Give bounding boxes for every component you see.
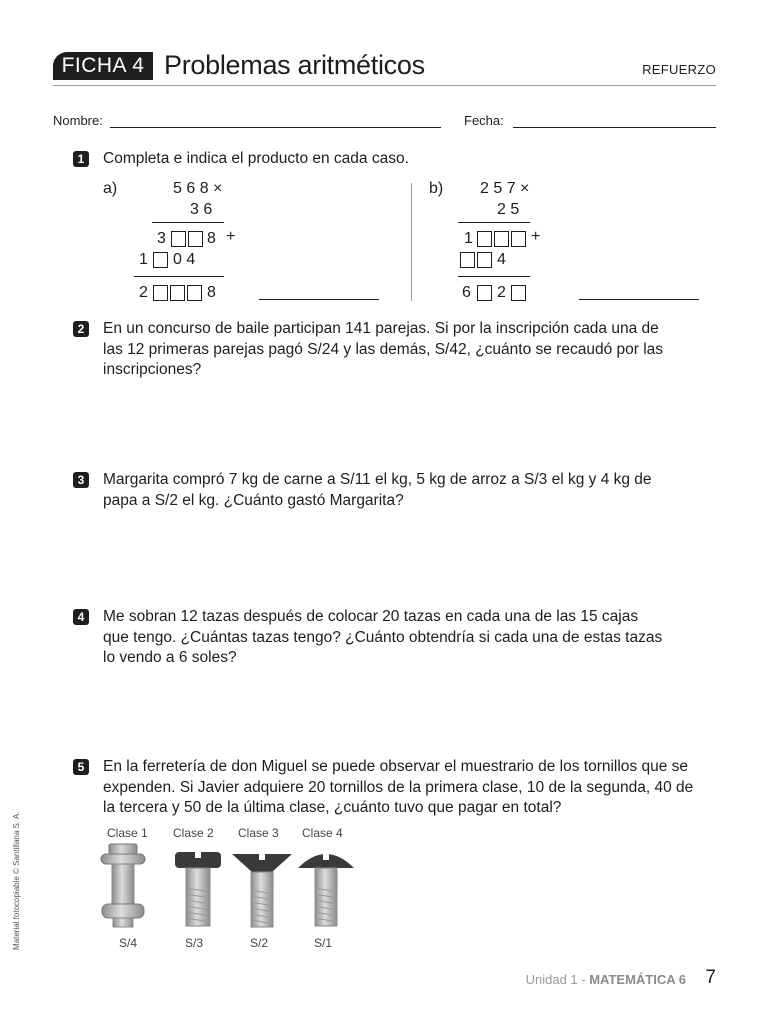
- part-a-answer-line[interactable]: [259, 299, 379, 300]
- part-b-result-lead: 6: [462, 284, 471, 301]
- page-title: Problemas aritméticos: [164, 50, 425, 80]
- question-3-number: 3: [73, 472, 89, 488]
- name-field[interactable]: [110, 127, 441, 128]
- question-3-text: Margarita compró 7 kg de carne a S/11 el kg, 5 kg de arroz a S/3 el kg y 4 kg de papa a S/2 el kg. ¿Cuánto gastó Margarita?: [103, 471, 652, 509]
- question-4-number: 4: [73, 609, 89, 625]
- screw-class-3-price: S/2: [250, 936, 269, 950]
- copyright-note: Material fotocopiable © Santillana S. A.: [12, 811, 21, 950]
- part-a-rule-2: [134, 276, 224, 277]
- question-5-text: En la ferretería de don Miguel se puede observar el muestrario de los tornillos que se expenden. Si Javier adquiere 20 tornillos de la primera clase, 10 de la segunda, 40 de la tercera y 50 de la última clase, ¿cuánto tuvo que pagar en total?: [103, 758, 694, 816]
- date-field[interactable]: [513, 127, 716, 128]
- question-1-number: 1: [73, 151, 89, 167]
- part-b-blank[interactable]: [477, 285, 492, 301]
- part-b-plus: +: [531, 228, 541, 245]
- part-a-partial1-tail: 8: [207, 230, 216, 247]
- part-b-blank[interactable]: [477, 231, 492, 247]
- screw-class-4-price: S/1: [314, 936, 333, 950]
- part-b-partial1-lead: 1: [464, 230, 473, 247]
- screw-class-4-icon: [298, 850, 354, 926]
- screw-class-3-label: Clase 3: [238, 826, 279, 840]
- question-2-text: En un concurso de baile participan 141 parejas. Si por la inscripción cada una de las 12 primeras parejas pagó S/24 y las demás, S/42, ¿cuánto se recaudó por las inscripciones?: [103, 320, 664, 378]
- screw-class-4-label: Clase 4: [302, 826, 343, 840]
- part-b-result-mid: 2: [497, 284, 506, 301]
- screw-class-1-label: Clase 1: [107, 826, 148, 840]
- part-a-rule-1: [152, 222, 224, 223]
- part-b-blank[interactable]: [511, 285, 526, 301]
- worksheet-tag: FICHA 4: [53, 52, 153, 80]
- part-b-blank[interactable]: [511, 231, 526, 247]
- screw-sample-illustration: [96, 842, 360, 934]
- part-b-blank[interactable]: [460, 252, 475, 268]
- footer-unit-text: Unidad 1 -: [525, 972, 590, 987]
- screw-class-1-icon: [101, 844, 145, 927]
- screw-class-3-icon: [232, 852, 292, 927]
- part-a-result-lead: 2: [139, 284, 148, 301]
- part-a-plus: +: [226, 228, 236, 245]
- part-a-blank[interactable]: [153, 285, 168, 301]
- part-b-partial2-tail: 4: [497, 251, 506, 268]
- part-a-blank[interactable]: [188, 231, 203, 247]
- date-label: Fecha:: [464, 113, 504, 128]
- screw-class-2-icon: [175, 850, 221, 926]
- level-label: REFUERZO: [642, 62, 716, 77]
- part-b-rule-2: [458, 276, 530, 277]
- part-a-label: a): [103, 180, 118, 197]
- part-b-multiplier: 2 5: [497, 201, 520, 218]
- part-a-partial2-tail: 0 4: [173, 251, 196, 268]
- screw-class-1-price: S/4: [119, 936, 138, 950]
- part-a-blank[interactable]: [171, 231, 186, 247]
- part-a-partial2-lead: 1: [139, 251, 148, 268]
- part-a-result-tail: 8: [207, 284, 216, 301]
- part-a-multiplicand: 5 6 8 ×: [173, 180, 223, 197]
- part-a-blank[interactable]: [153, 252, 168, 268]
- parts-divider: [411, 183, 412, 301]
- footer-subject: MATEMÁTICA 6: [589, 972, 686, 987]
- header-divider: [53, 85, 716, 86]
- part-a-blank[interactable]: [170, 285, 185, 301]
- question-1-text: Completa e indica el producto en cada caso.: [103, 150, 409, 167]
- screw-class-2-label: Clase 2: [173, 826, 214, 840]
- part-a-partial1-lead: 3: [157, 230, 166, 247]
- part-a-blank[interactable]: [187, 285, 202, 301]
- footer-unit: [526, 972, 686, 987]
- page-number: 7: [705, 967, 716, 988]
- question-2-number: 2: [73, 321, 89, 337]
- screw-class-2-price: S/3: [185, 936, 204, 950]
- part-b-rule-1: [458, 222, 530, 223]
- question-5-number: 5: [73, 759, 89, 775]
- part-b-multiplicand: 2 5 7 ×: [480, 180, 530, 197]
- part-a-multiplier: 3 6: [190, 201, 213, 218]
- part-b-blank[interactable]: [477, 252, 492, 268]
- name-label: Nombre:: [53, 113, 103, 128]
- part-b-blank[interactable]: [494, 231, 509, 247]
- part-b-answer-line[interactable]: [579, 299, 699, 300]
- question-4-text: Me sobran 12 tazas después de colocar 20 tazas en cada una de las 15 cajas que tengo. ¿Cuántas tazas tengo? ¿Cuánto obtendría si cada una de estas tazas lo vendo a 6 soles?: [103, 608, 663, 666]
- part-b-label: b): [429, 180, 444, 197]
